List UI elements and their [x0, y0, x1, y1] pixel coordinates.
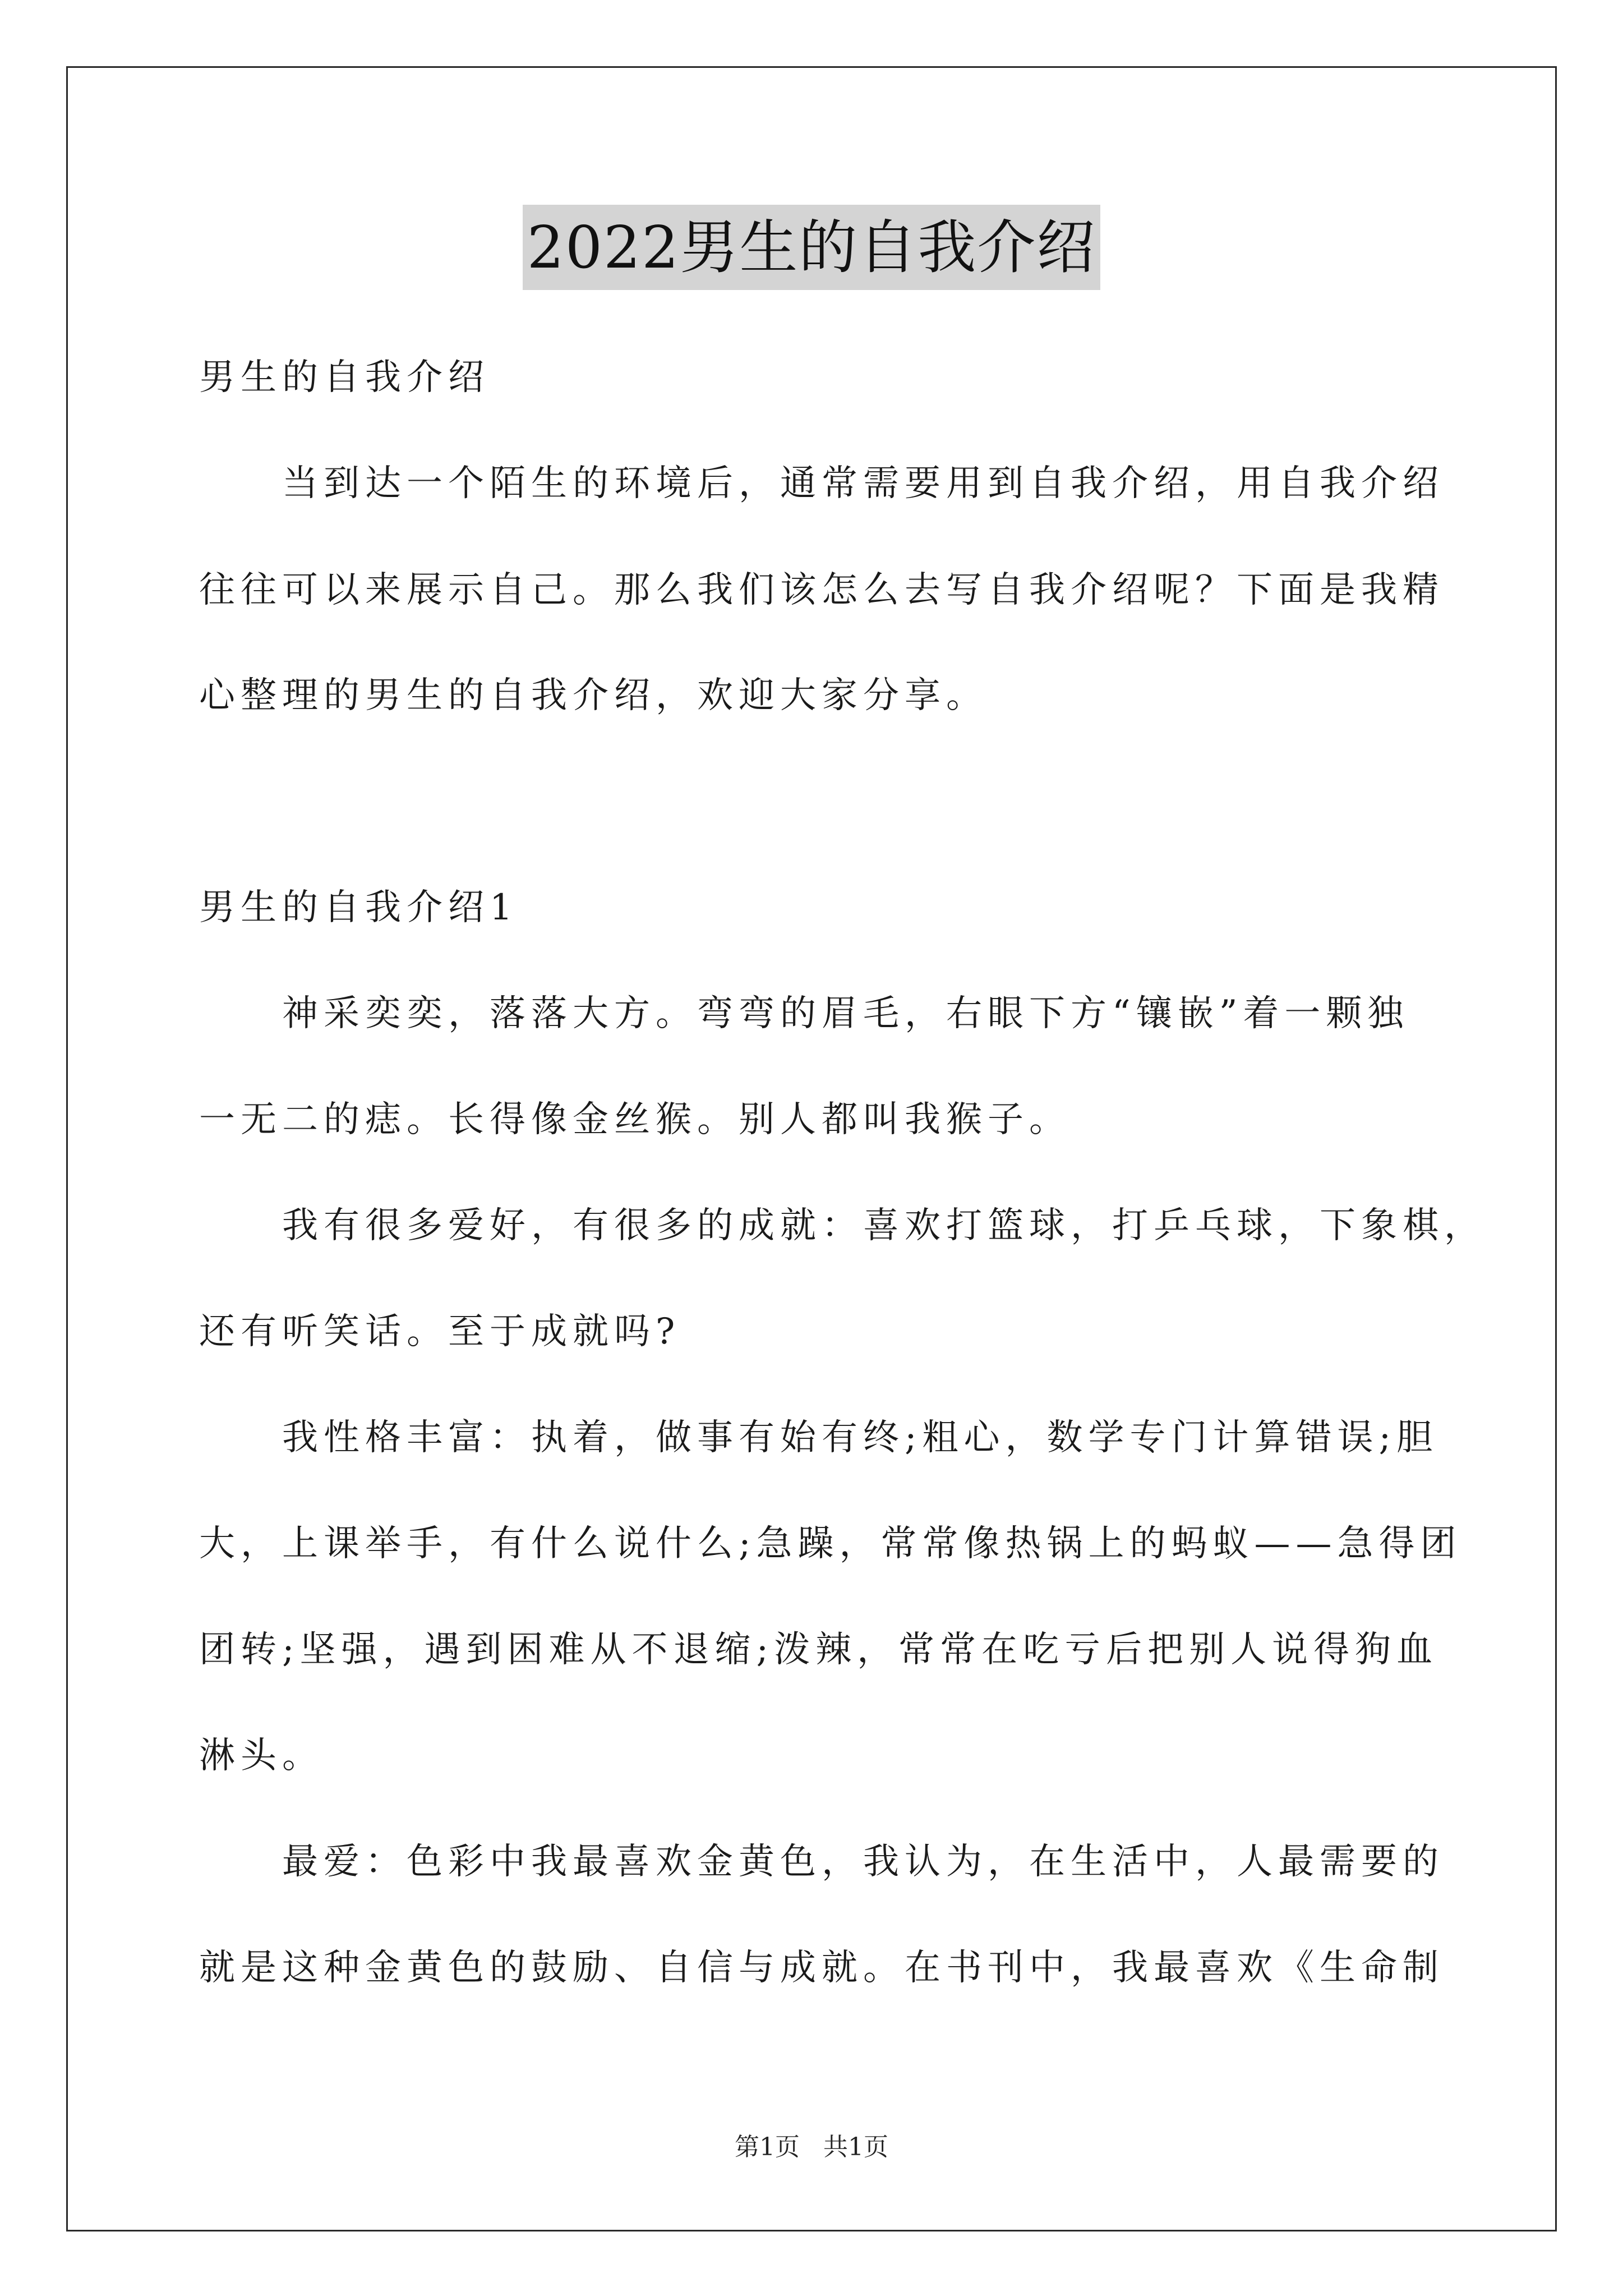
document-title: 2022男生的自我介绍	[523, 205, 1101, 290]
paragraph2-line-2: 还有听笑话。至于成就吗?	[199, 1311, 681, 1352]
paragraph3-line-3: 团转;坚强，遇到困难从不退缩;泼辣，常常在吃亏后把别人说得狗血	[199, 1629, 1438, 1671]
paragraph2-line-1: 我有很多爱好，有很多的成就：喜欢打篮球，打乒乓球，下象棋，	[282, 1205, 1486, 1246]
paragraph3-line-2: 大，上课举手，有什么说什么;急躁，常常像热锅上的蚂蚁——急得团	[199, 1523, 1462, 1565]
paragraph4-line-2: 就是这种金黄色的鼓励、自信与成就。在书刊中，我最喜欢《生命制	[199, 1947, 1444, 1989]
intro-line-3: 心整理的男生的自我介绍，欢迎大家分享。	[199, 675, 988, 716]
page-footer	[0, 2132, 1623, 2163]
intro-heading: 男生的自我介绍	[199, 357, 490, 398]
paragraph1-line-1: 神采奕奕，落落大方。弯弯的眉毛，右眼下方“镶嵌”着一颗独	[282, 993, 1409, 1034]
paragraph4-line-1: 最爱：色彩中我最喜欢金黄色，我认为，在生活中，人最需要的	[282, 1841, 1444, 1883]
page-total: 共1页	[823, 2133, 888, 2161]
intro-line-2: 往往可以来展示自己。那么我们该怎么去写自我介绍呢？下面是我精	[199, 569, 1444, 611]
section1-heading: 男生的自我介绍1	[199, 887, 518, 928]
intro-line-1: 当到达一个陌生的环境后，通常需要用到自我介绍，用自我介绍	[282, 463, 1444, 504]
paragraph3-line-1: 我性格丰富：执着，做事有始有终;粗心，数学专门计算错误;胆	[282, 1417, 1438, 1458]
title-container	[0, 205, 1623, 290]
paragraph1-line-2: 一无二的痣。长得像金丝猴。别人都叫我猴子。	[199, 1099, 1071, 1140]
paragraph3-line-4: 淋头。	[199, 1735, 324, 1777]
page-number: 第1页	[735, 2133, 800, 2161]
